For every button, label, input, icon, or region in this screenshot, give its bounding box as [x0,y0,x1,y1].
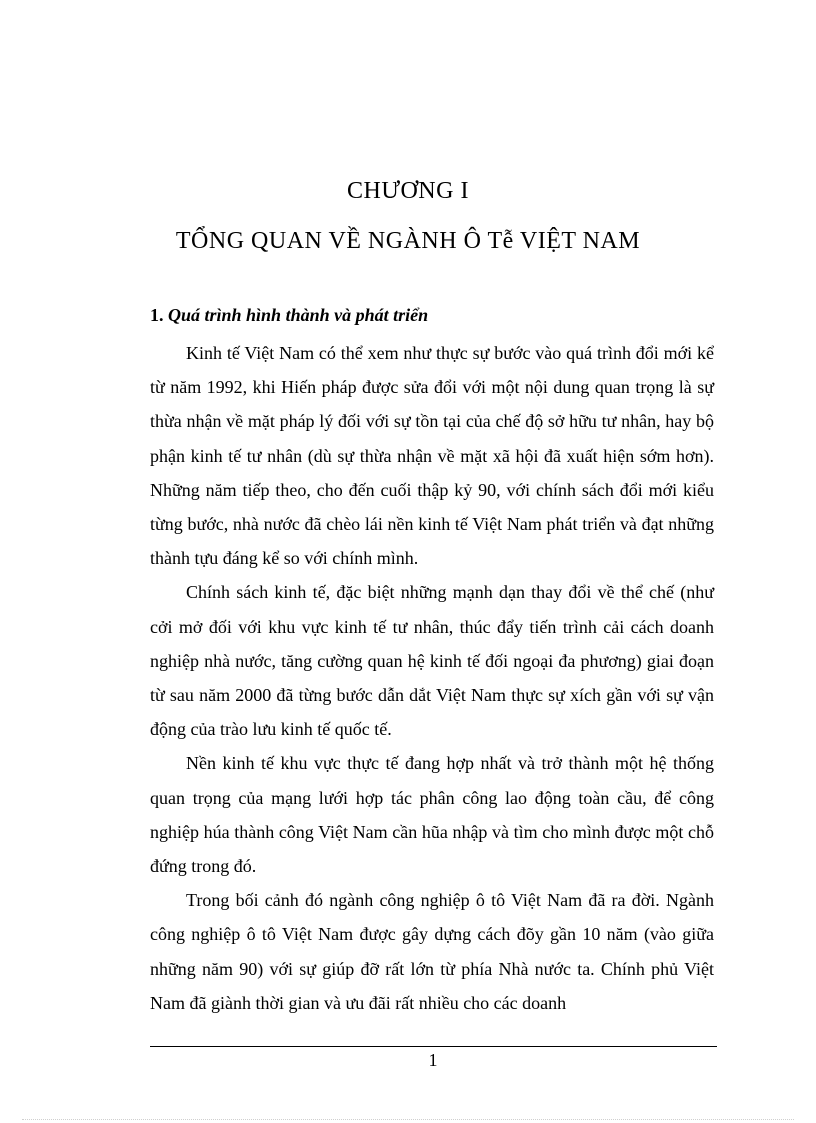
paragraph: Trong bối cảnh đó ngành công nghiệp ô tô Việt Nam đã ra đời. Ngành công nghiệp ô tô Việt Nam được gây dựng cách đõy gần 10 năm (vào giữa những năm 90) với sự giúp đỡ rất lớn từ phía Nhà nước ta. Chính phủ Việt Nam đã giành thời gian và ưu đãi rất nhiều cho các doanh [150,890,714,1013]
page-bottom-dotted-border [22,1119,794,1120]
paragraph: Kinh tế Việt Nam có thể xem như thực sự bước vào quá trình đổi mới kể từ năm 1992, khi Hiến pháp được sửa đổi với một nội dung quan trọng là sự thừa nhận về mặt pháp lý đối với sự tồn tại của chế độ sở hữu tư nhân, hay bộ phận kinh tế tư nhân (dù sự thừa nhận về mặt xã hội đã xuất hiện sớm hơn). Những năm tiếp theo, cho đến cuối thập kỷ 90, với chính sách đổi mới kiểu từng bước, nhà nước đã chèo lái nền kinh tế Việt Nam phát triển và đạt những thành tựu đáng kể so với chính mình. [150,343,714,569]
footer-divider [150,1046,717,1047]
chapter-title: TỔNG QUAN VỀ NGÀNH Ô Tễ VIỆT NAM [175,228,641,254]
page-number: 1 [428,1050,438,1070]
body-text [150,336,714,1020]
section-heading [150,305,428,326]
section-number: 1. [150,305,164,325]
section-title: Quá trình hình thành và phát triển [168,305,429,325]
chapter-number: CHƯƠNG I [347,178,469,204]
paragraph: Nền kinh tế khu vực thực tế đang hợp nhất và trở thành một hệ thống quan trọng của mạng lưới hợp tác phân công lao động toàn cầu, để công nghiệp húa thành công Việt Nam cần hũa nhập và tìm cho mình được một chỗ đứng trong đó. [150,753,714,877]
paragraph: Chính sách kinh tế, đặc biệt những mạnh dạn thay đổi về thể chế (như cởi mở đối với khu vực kinh tế tư nhân, thúc đẩy tiến trình cải cách doanh nghiệp nhà nước, tăng cường quan hệ kinh tế đối ngoại đa phương) giai đoạn từ sau năm 2000 đã từng bước dẫn dắt Việt Nam thực sự xích gần với sự vận động của trào lưu kinh tế quốc tế. [150,582,714,740]
